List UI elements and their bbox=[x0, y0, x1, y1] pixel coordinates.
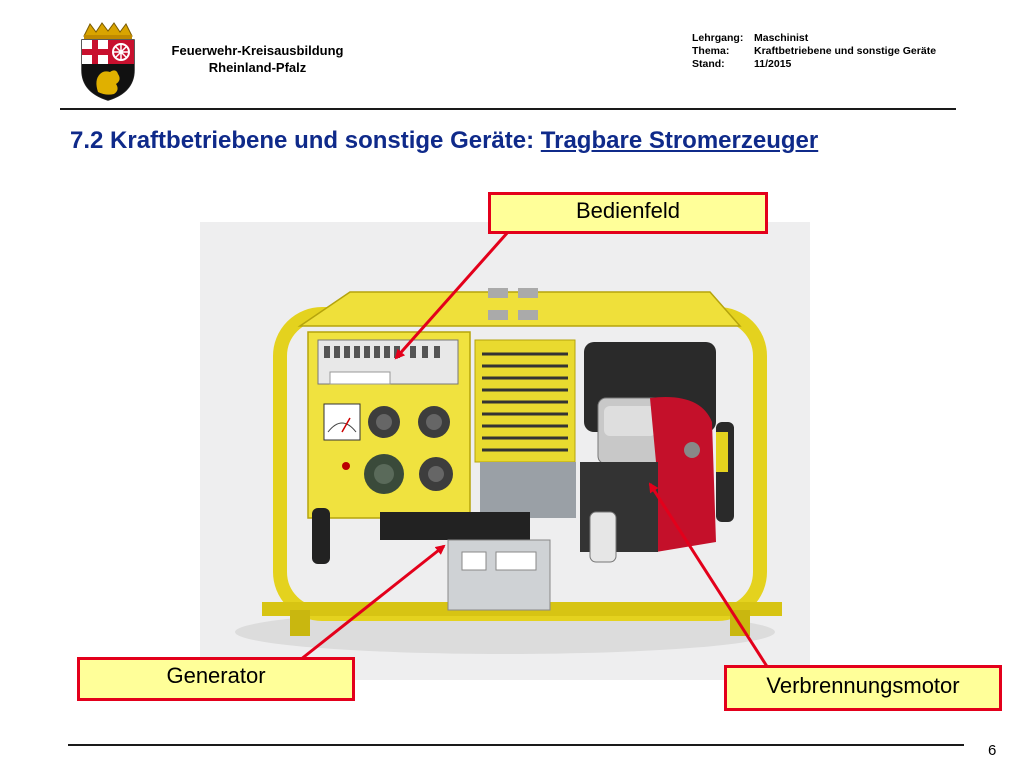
page-number: 6 bbox=[988, 742, 997, 759]
meta-row-course: Lehrgang: Maschinist bbox=[692, 32, 809, 44]
meta-row-date: Stand: 11/2015 bbox=[692, 58, 792, 70]
arrow-motor bbox=[650, 484, 768, 668]
title-topic: Tragbare Stromerzeuger bbox=[540, 127, 819, 154]
org-line-2: Rheinland-Pfalz bbox=[208, 60, 307, 75]
meta-row-topic: Thema: Kraftbetriebene und sonstige Geräte bbox=[692, 45, 937, 57]
arrow-bedienfeld bbox=[396, 232, 508, 358]
org-line-1: Feuerwehr-Kreisausbildung bbox=[171, 43, 344, 58]
arrow-generator bbox=[300, 546, 444, 660]
label-bedienfeld: Bedienfeld bbox=[488, 192, 768, 234]
label-generator: Generator bbox=[77, 657, 355, 701]
label-verbrennungsmotor: Verbrennungsmotor bbox=[724, 665, 1002, 711]
footer-divider bbox=[68, 744, 964, 746]
slide-title: 7.2 Kraftbetriebene und sonstige Geräte: Tragbare Stromerzeuger bbox=[70, 127, 819, 154]
